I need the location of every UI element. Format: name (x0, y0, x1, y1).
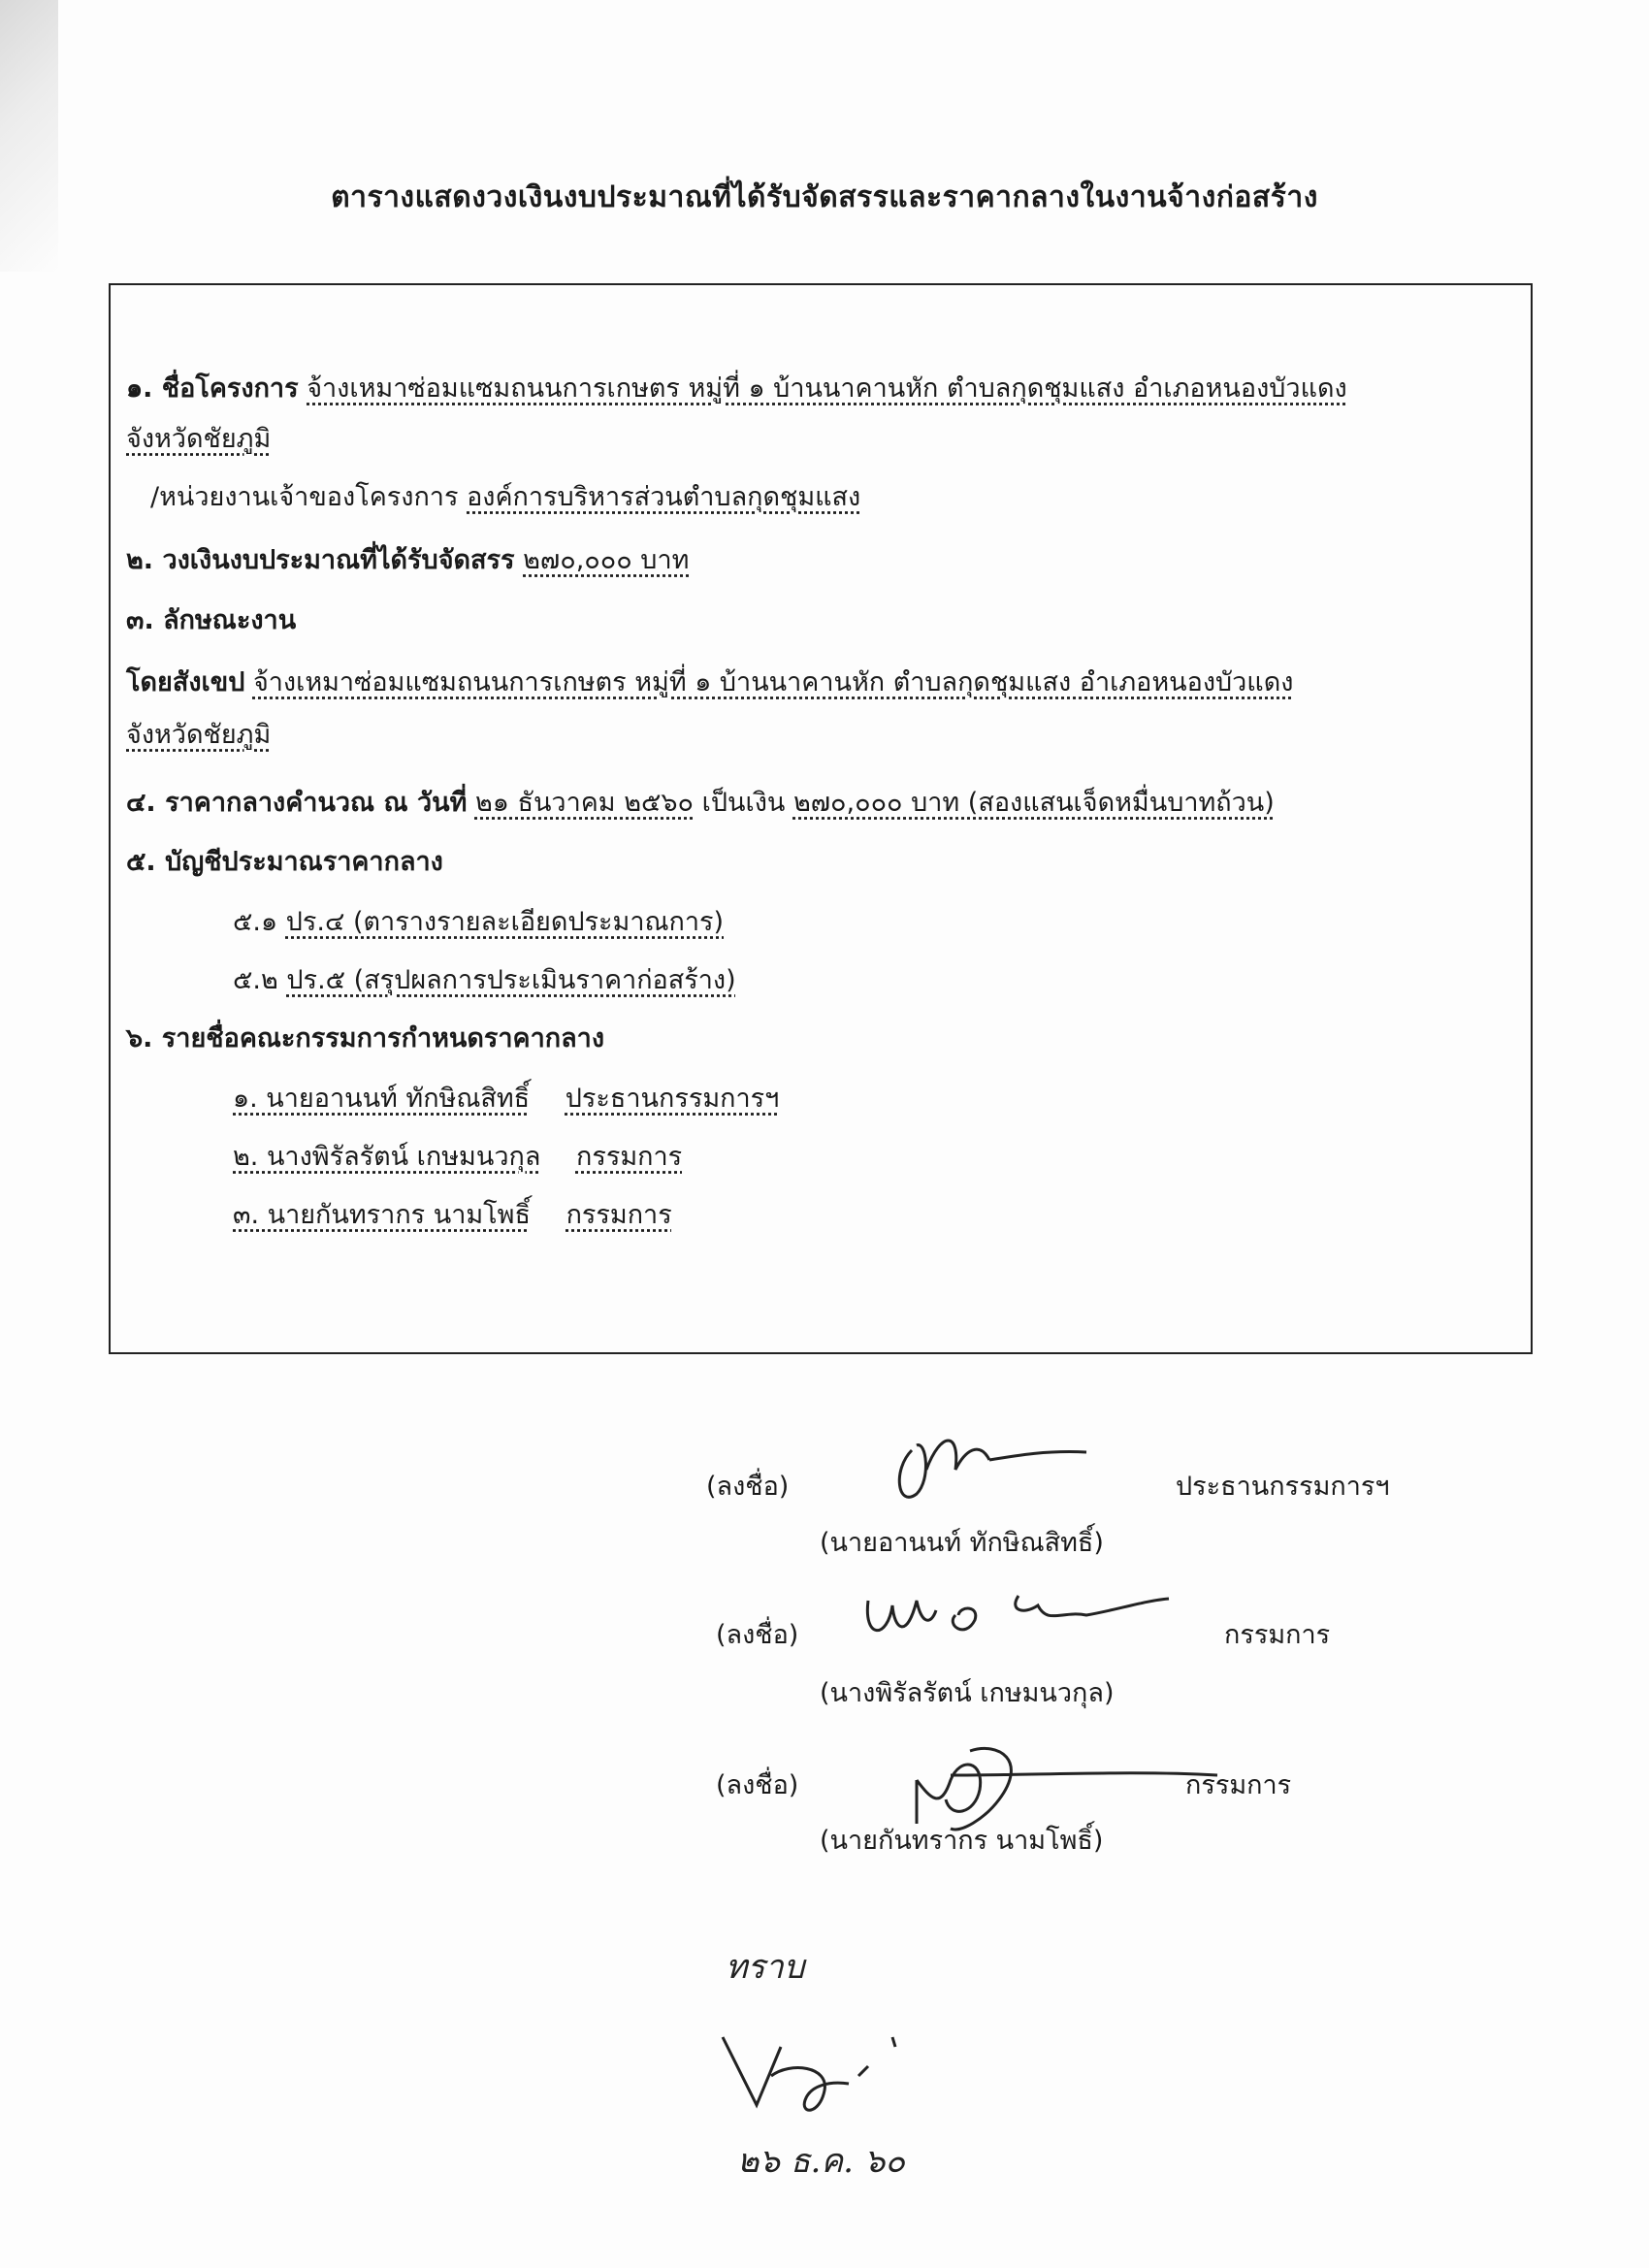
handwritten-ack: ทราบ (726, 1948, 805, 1987)
item1-row (126, 373, 1347, 405)
member-1 (233, 1084, 779, 1115)
item3-row (126, 605, 296, 636)
member-3-name: ๓. นายกันทรากร นามโพธิ์ (233, 1200, 531, 1230)
item5-sub-1 (233, 907, 724, 938)
item3-summary-cont (126, 720, 271, 751)
member-1-name: ๑. นายอานนท์ ทักษิณสิทธิ์ (233, 1084, 531, 1114)
item3-summary-value: จ้างเหมาซ่อมแซมถนนการเกษตร หมู่ที่ ๑ บ้านนาคานหัก ตำบลกุดชุมแสง อำเภอหนองบัวแดง (252, 667, 1294, 697)
item5-sub-2-no: ๕.๒ (233, 965, 278, 995)
item5-sub-1-no: ๕.๑ (233, 907, 278, 937)
sign-name-3: (นายกันทรากร นามโพธิ์) (820, 1826, 1104, 1856)
item1-label: ๑. ชื่อโครงการ (126, 373, 299, 404)
item2-row (126, 545, 689, 576)
sign-role-1: ประธานกรรมการฯ (1176, 1472, 1390, 1502)
sign-role-3: กรรมการ (1185, 1770, 1292, 1800)
item4-amount: ๒๗๐,๐๐๐ บาท (สองแสนเจ็ดหมื่นบาทถ้วน) (792, 788, 1275, 818)
item4-row (126, 788, 1275, 819)
signature-1-image (873, 1411, 1096, 1518)
sign-label-2: (ลงชื่อ) (716, 1620, 799, 1650)
sign-label-3: (ลงชื่อ) (716, 1770, 799, 1800)
item3-summary-cont-text: จังหวัดชัยภูมิ (126, 720, 272, 750)
sign-name-1: (นายอานนท์ ทักษิณสิทธิ์) (820, 1528, 1104, 1558)
item5-sub-1-text: ปร.๔ (ตารางรายละเอียดประมาณการ) (285, 907, 725, 937)
approval-signature-image (713, 2008, 946, 2124)
member-2-role: กรรมการ (575, 1142, 683, 1172)
item4-label: ๔. ราคากลางคำนวณ ณ วันที่ (126, 788, 468, 818)
item3-label: ๓. ลักษณะงาน (126, 605, 297, 635)
sign-label-1: (ลงชื่อ) (706, 1472, 790, 1502)
member-2 (233, 1142, 682, 1173)
member-3-role: กรรมการ (566, 1200, 672, 1230)
item5-row (126, 847, 443, 878)
scan-edge-shadow (0, 0, 58, 272)
item5-sub-2-text: ปร.๕ (สรุปผลการประเมินราคาก่อสร้าง) (286, 965, 736, 995)
sign-role-2: กรรมการ (1224, 1620, 1331, 1650)
item6-label: ๖. รายชื่อคณะกรรมการกำหนดราคากลาง (126, 1023, 605, 1053)
item2-value: ๒๗๐,๐๐๐ บาท (523, 545, 690, 575)
item3-summary-label: โดยสังเขป (126, 667, 245, 697)
item3-summary-row (126, 667, 1293, 698)
member-2-name: ๒. นางพิรัลรัตน์ เกษมนวกุล (233, 1142, 541, 1172)
handwritten-date: ๒๖ ธ.ค. ๖๐ (737, 2142, 906, 2181)
document-title: ตารางแสดงวงเงินงบประมาณที่ได้รับจัดสรรและราคากลางในงานจ้างก่อสร้าง (331, 180, 1318, 214)
item5-label: ๕. บัญชีประมาณราคากลาง (126, 847, 443, 877)
member-3 (233, 1200, 672, 1231)
item1-value: จ้างเหมาซ่อมแซมถนนการเกษตร หมู่ที่ ๑ บ้านนาคานหัก ตำบลกุดชุมแสง อำเภอหนองบัวแดง (307, 373, 1347, 404)
agency-row (150, 482, 860, 513)
agency-label: /หน่วยงานเจ้าของโครงการ (150, 482, 459, 512)
item6-row (126, 1023, 604, 1054)
item4-date: ๒๑ ธันวาคม ๒๕๖๐ (474, 788, 695, 818)
item1-value-cont-text: จังหวัดชัยภูมิ (126, 424, 272, 454)
signature-2-image (854, 1571, 1174, 1659)
item5-sub-2 (233, 965, 736, 996)
agency-value: องค์การบริหารส่วนตำบลกุดชุมแสง (467, 482, 861, 512)
member-1-role: ประธานกรรมการฯ (565, 1084, 780, 1114)
item1-value-cont (126, 424, 271, 455)
item4-amount-label: เป็นเงิน (701, 788, 786, 818)
sign-name-2: (นางพิรัลรัตน์ เกษมนวกุล) (820, 1678, 1115, 1708)
item2-label: ๒. วงเงินงบประมาณที่ได้รับจัดสรร (126, 545, 515, 575)
